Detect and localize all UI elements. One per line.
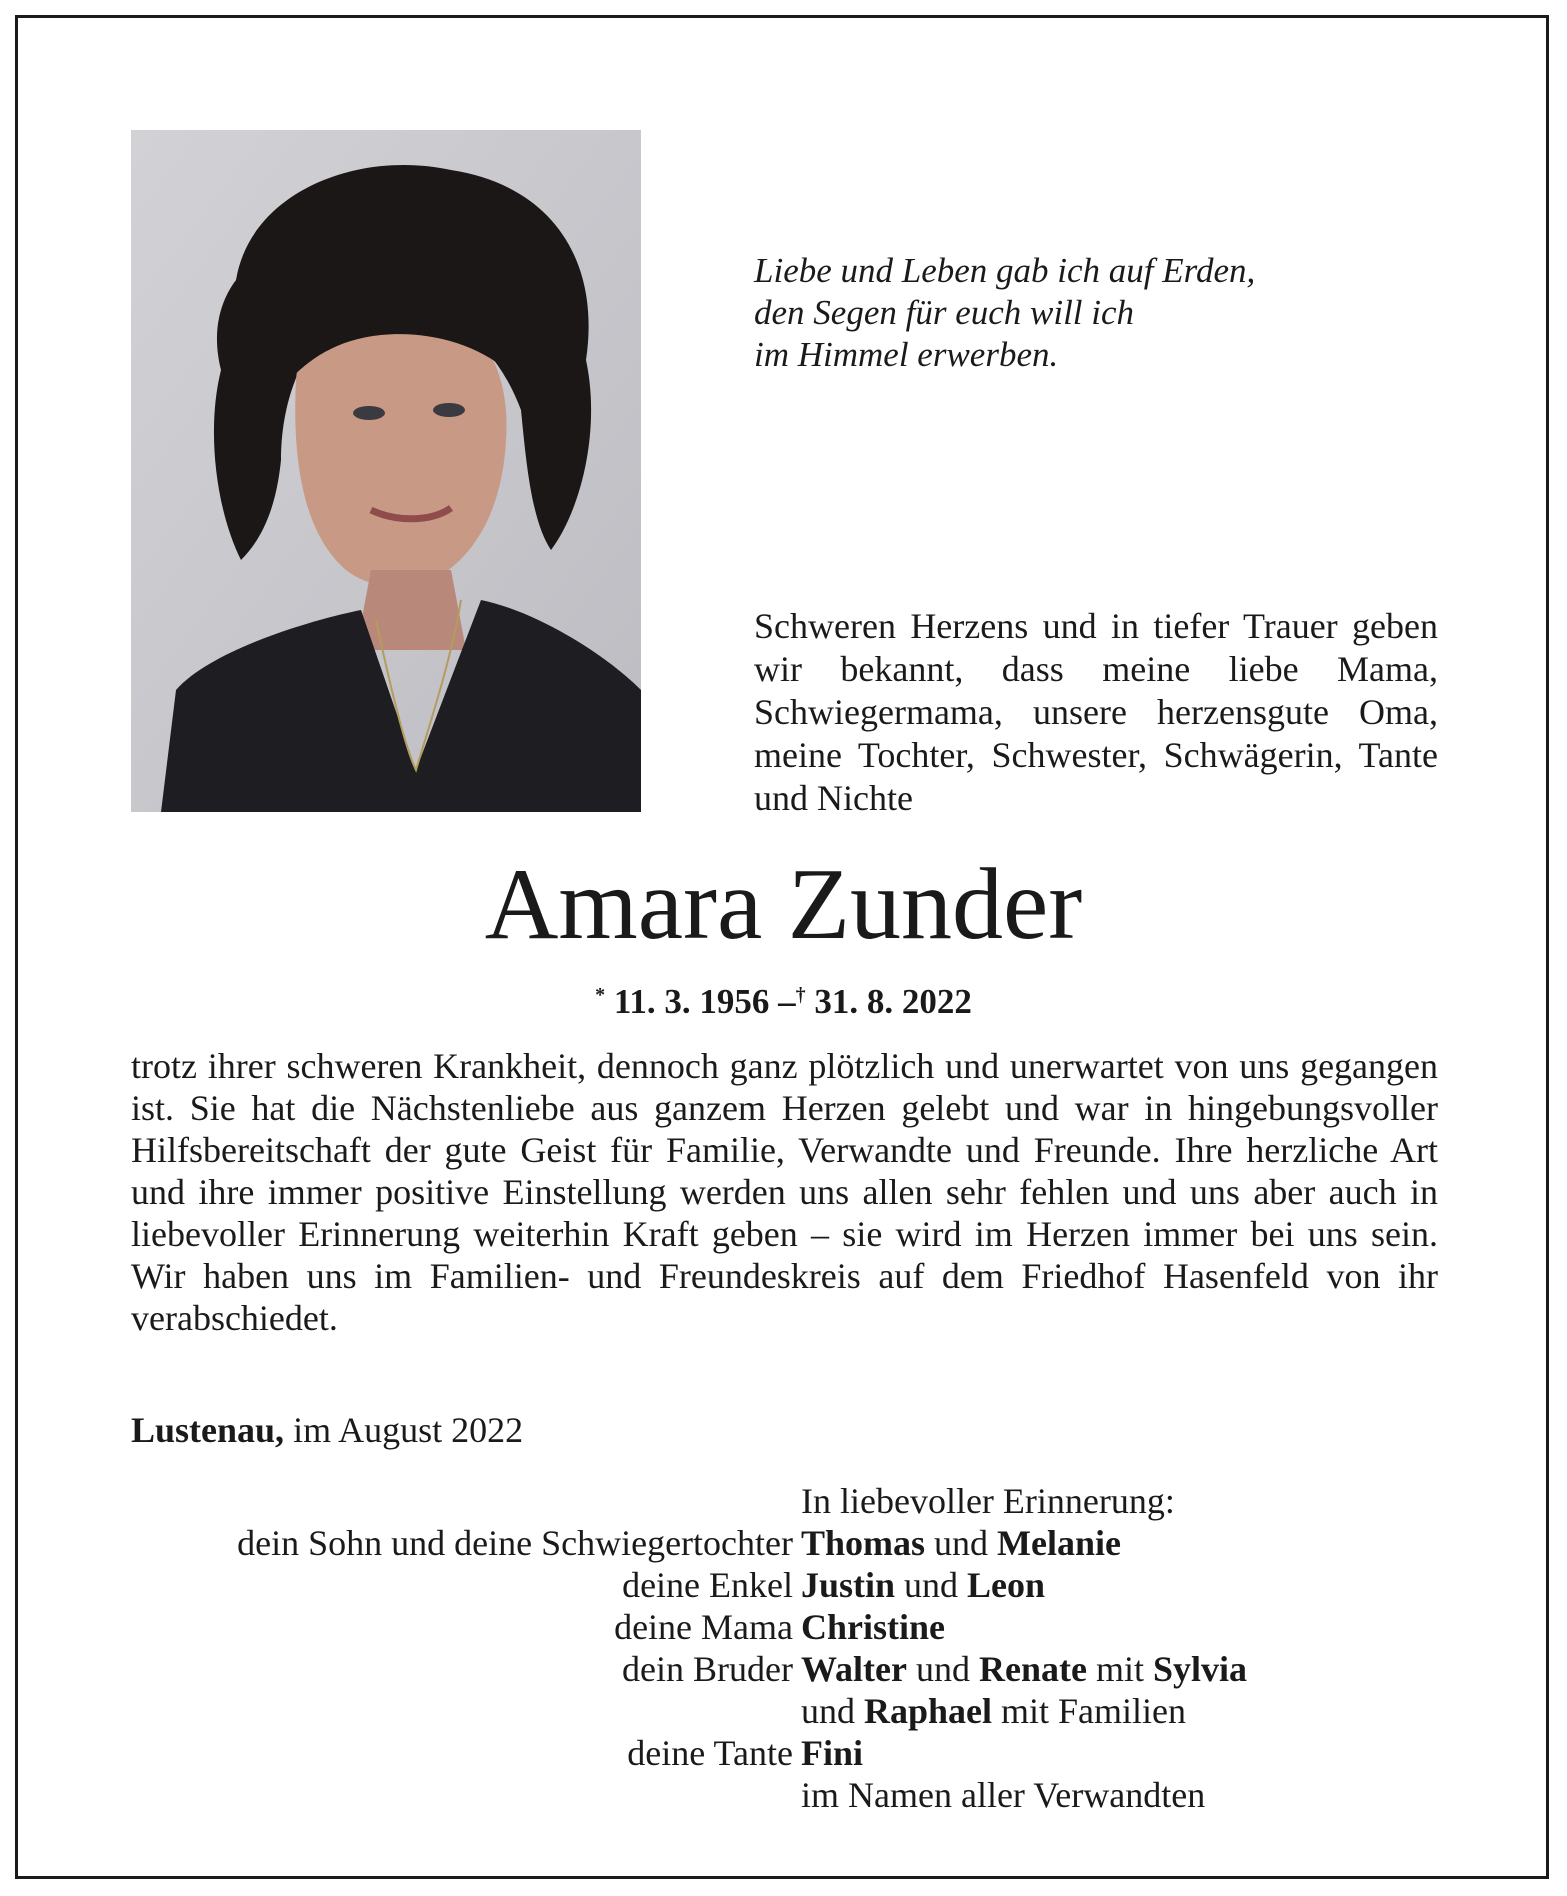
family-closing: im Namen aller Verwandten — [801, 1775, 1206, 1815]
portrait-photo — [131, 130, 641, 812]
family-conjunction: und — [934, 1523, 989, 1563]
family-names — [801, 1732, 863, 1774]
family-name: Renate — [978, 1649, 1087, 1689]
birth-date: 11. 3. 1956 — [613, 982, 770, 1021]
intro-paragraph: Schweren Herzens und in tiefer Trauer geben wir bekannt, dass meine liebe Mama, Schwiegermama, unsere herzensgute Oma, meine Tochter, Schwester, Schwägerin, Tante und Nichte — [754, 606, 1438, 818]
memory-heading: In liebevoller Erinnerung: — [801, 1481, 1175, 1521]
family-name: Leon — [967, 1565, 1046, 1605]
life-dates — [0, 973, 1567, 1024]
family-names — [801, 1648, 1247, 1690]
body-paragraph: trotz ihrer schweren Krankheit, dennoch ganz plötzlich und unerwartet von uns gegangen ist. Sie hat die Nächstenliebe aus ganzem Herzen gelebt und war in hingebungsvoller Hilfsbereitschaft der gute Geist für Familie, Verwandte und Freunde. Ihre herzliche Art und ihre immer positive Einstellung werden uns allen sehr fehlen und uns aber auch in liebevoller Erinnerung weiterhin Kraft geben – sie wird im Herzen immer bei uns sein. Wir haben uns im Familien- und Freundeskreis auf dem Friedhof Hasenfeld von ihr verabschiedet. — [131, 1046, 1438, 1338]
family-names — [801, 1564, 1045, 1606]
family-name: Christine — [801, 1607, 945, 1647]
place-city: Lustenau, — [131, 1410, 285, 1450]
family-relation: deine Mama — [614, 1607, 793, 1647]
family-conjunction: mit — [1095, 1649, 1144, 1689]
birth-symbol: * — [595, 984, 606, 1006]
family-name: Justin — [801, 1565, 896, 1605]
death-date: 31. 8. 2022 — [814, 982, 972, 1021]
family-row — [0, 1732, 1567, 1774]
family-row — [0, 1690, 1567, 1732]
verse-line: Liebe und Leben gab ich auf Erden, — [754, 251, 1256, 290]
family-row — [0, 1564, 1567, 1606]
family-relation: deine Tante — [627, 1733, 793, 1773]
family-relation: dein Sohn und deine Schwiegertochter — [237, 1523, 793, 1563]
place-date — [131, 1408, 523, 1452]
family-conjunction: und — [904, 1565, 959, 1605]
family-conjunction: und — [801, 1691, 855, 1731]
portrait-icon — [131, 130, 641, 812]
family-relation: deine Enkel — [622, 1565, 793, 1605]
family-name: Melanie — [997, 1523, 1121, 1563]
place-date-text: im August 2022 — [293, 1410, 524, 1450]
verse — [754, 250, 1474, 376]
verse-line: im Himmel erwerben. — [754, 335, 1059, 374]
family-relation-empty — [0, 1774, 793, 1816]
family-names — [801, 1606, 945, 1648]
family-row — [0, 1522, 1567, 1564]
family-conjunction: und — [915, 1649, 970, 1689]
family-name: Walter — [801, 1649, 907, 1689]
family-name: Fini — [801, 1733, 864, 1773]
date-separator: – — [778, 982, 796, 1021]
family-relation: dein Bruder — [622, 1649, 793, 1689]
family-row — [0, 1606, 1567, 1648]
deceased-name: Amara Zunder — [484, 848, 1083, 961]
family-name: Sylvia — [1152, 1649, 1247, 1689]
family-continuation: mit Familien — [1001, 1691, 1187, 1731]
family-relation-empty — [0, 1690, 793, 1732]
family-row — [0, 1648, 1567, 1690]
family-row — [0, 1774, 1567, 1816]
verse-line: den Segen für euch will ich — [754, 293, 1135, 332]
family-names — [801, 1690, 1186, 1732]
death-symbol: † — [795, 984, 806, 1006]
family-list — [0, 1522, 1567, 1816]
family-names — [801, 1522, 1121, 1564]
family-name: Raphael — [864, 1691, 993, 1731]
family-name: Thomas — [801, 1523, 926, 1563]
